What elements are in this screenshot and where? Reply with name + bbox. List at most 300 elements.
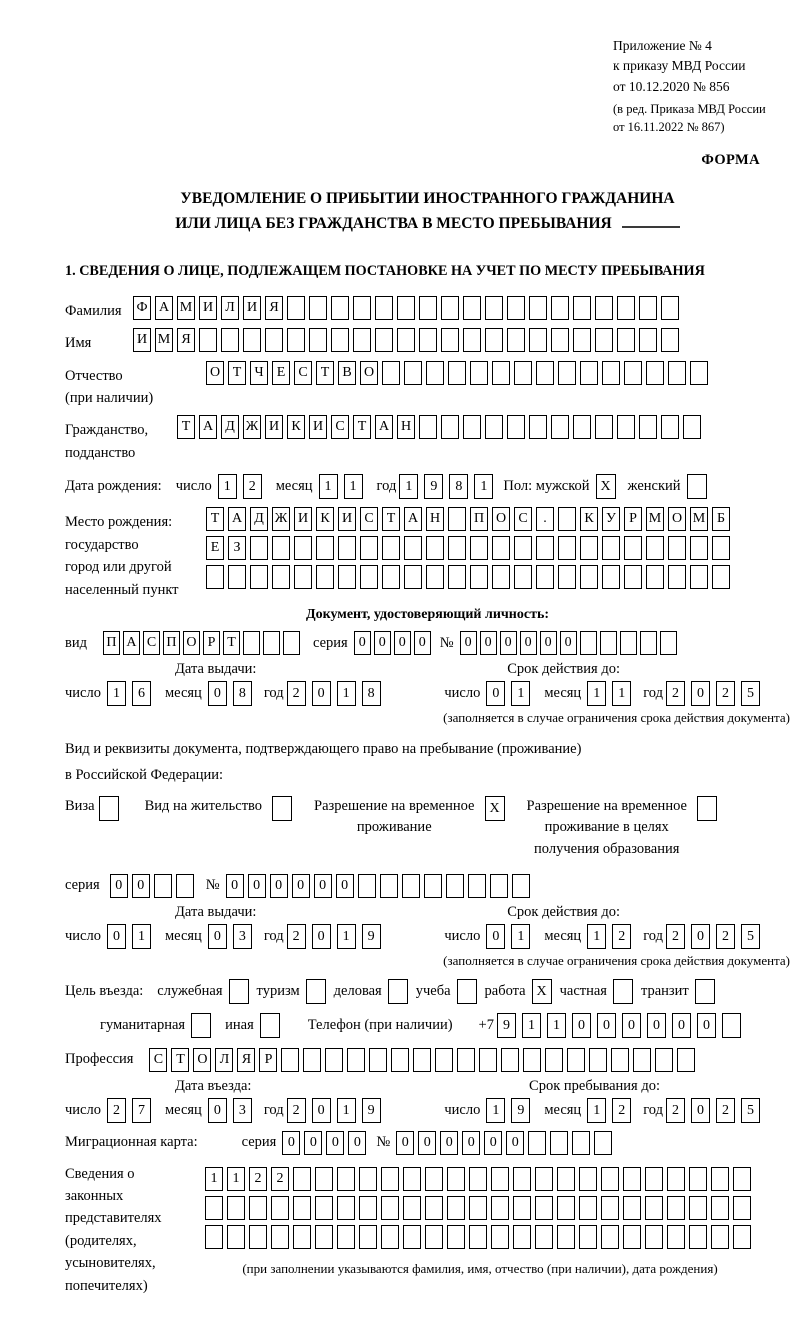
char-cell: А: [404, 507, 422, 531]
char-cell: 2: [666, 681, 685, 706]
char-cell: Б: [712, 507, 730, 531]
char-cell: [353, 328, 371, 352]
resid-series-label: серия: [65, 877, 100, 894]
patronymic-cells: [206, 361, 712, 385]
char-cell: [448, 507, 466, 531]
surname-cells: [133, 296, 683, 320]
char-cell: Ж: [243, 415, 261, 439]
char-cell: 2: [243, 474, 262, 499]
purpose-humanitarian-label: гуманитарная: [100, 1016, 186, 1033]
char-cell: 1: [547, 1013, 566, 1038]
char-cell: [249, 1196, 267, 1220]
char-cell: 0: [484, 1131, 502, 1155]
char-cell: [425, 1196, 443, 1220]
char-cell: [567, 1048, 585, 1072]
char-cell: [419, 296, 437, 320]
char-cell: 2: [716, 681, 735, 706]
char-cell: 1: [587, 681, 606, 706]
char-cell: [397, 296, 415, 320]
char-cell: [551, 415, 569, 439]
char-cell: [640, 631, 657, 655]
char-cell: [441, 415, 459, 439]
char-cell: 5: [741, 924, 760, 949]
char-cell: [359, 1225, 377, 1249]
char-cell: [470, 536, 488, 560]
char-cell: [589, 1048, 607, 1072]
char-cell: А: [375, 415, 393, 439]
char-cell: [272, 536, 290, 560]
resid-issue-heading: Дата выдачи:: [175, 903, 257, 920]
char-cell: [294, 536, 312, 560]
char-cell: 0: [462, 1131, 480, 1155]
char-cell: [617, 296, 635, 320]
purpose-transit-checkbox: [695, 979, 715, 1004]
char-cell: [397, 328, 415, 352]
char-cell: [359, 1196, 377, 1220]
char-cell: Т: [316, 361, 334, 385]
char-cell: [447, 1167, 465, 1191]
char-cell: [513, 1225, 531, 1249]
char-cell: [353, 296, 371, 320]
char-cell: Л: [215, 1048, 233, 1072]
char-cell: [722, 1013, 741, 1038]
char-cell: [426, 361, 444, 385]
char-cell: [645, 1167, 663, 1191]
char-cell: [338, 536, 356, 560]
char-cell: [645, 1196, 663, 1220]
migration-series-cells: [282, 1131, 370, 1155]
id-doc-valid-heading: Срок действия до:: [507, 661, 620, 678]
char-cell: О: [668, 507, 686, 531]
char-cell: [403, 1196, 421, 1220]
patronymic-row: [65, 361, 790, 410]
resid-valid-day-cells: [486, 924, 536, 949]
char-cell: [617, 328, 635, 352]
char-cell: [470, 361, 488, 385]
char-cell: [646, 565, 664, 589]
char-cell: [661, 296, 679, 320]
char-cell: П: [103, 631, 120, 655]
char-cell: 0: [500, 631, 517, 655]
char-cell: 0: [691, 924, 710, 949]
option-residence-permit: Вид на жительство: [145, 796, 292, 821]
char-cell: 3: [233, 924, 252, 949]
purpose-other-label: иная: [225, 1016, 254, 1033]
char-cell: [580, 631, 597, 655]
id-doc-type-label: вид: [65, 634, 87, 651]
char-cell: [711, 1167, 729, 1191]
temp-residence-checkbox: X: [485, 796, 505, 821]
char-cell: Ж: [272, 507, 290, 531]
form-title: [65, 187, 790, 237]
stay-day-cells: [486, 1098, 536, 1123]
option-temp-residence: Разрешение на временное проживание X: [314, 796, 504, 838]
char-cell: [733, 1167, 751, 1191]
char-cell: Р: [259, 1048, 277, 1072]
char-cell: [490, 874, 508, 898]
purpose-work-checkbox: X: [532, 979, 552, 1004]
char-cell: [668, 361, 686, 385]
char-cell: 9: [362, 924, 381, 949]
gender-male-checkbox: X: [596, 474, 616, 499]
resid-issue-date: число 0 1 месяц 0 3 год 2 0 1 9: [65, 924, 387, 949]
char-cell: [491, 1167, 509, 1191]
char-cell: 0: [110, 874, 128, 898]
resid-valid-heading: Срок действия до:: [507, 903, 620, 920]
char-cell: Д: [250, 507, 268, 531]
char-cell: С: [143, 631, 160, 655]
char-cell: 1: [344, 474, 363, 499]
id-doc-valid-month-cells: [587, 681, 637, 706]
char-cell: [529, 415, 547, 439]
char-cell: [513, 1167, 531, 1191]
char-cell: 0: [282, 1131, 300, 1155]
id-doc-valid-date: число 0 1 месяц 1 1 год 2 0 2 5: [444, 681, 766, 706]
char-cell: [227, 1225, 245, 1249]
residence-permit-checkbox: [272, 796, 292, 821]
char-cell: [382, 536, 400, 560]
char-cell: 1: [399, 474, 418, 499]
firstname-row: [65, 328, 790, 354]
char-cell: [513, 1196, 531, 1220]
birth-place-label: Место рождения: государство город или другой населенный пункт: [65, 514, 179, 598]
char-cell: 9: [424, 474, 443, 499]
char-cell: [633, 1048, 651, 1072]
char-cell: [711, 1196, 729, 1220]
char-cell: [413, 1048, 431, 1072]
char-cell: [514, 536, 532, 560]
char-cell: [624, 565, 642, 589]
char-cell: [463, 296, 481, 320]
char-cell: С: [514, 507, 532, 531]
char-cell: [441, 296, 459, 320]
char-cell: 0: [572, 1013, 591, 1038]
resid-valid-year-cells: [666, 924, 766, 949]
char-cell: [580, 565, 598, 589]
char-cell: [293, 1167, 311, 1191]
id-doc-type-cells: [103, 631, 303, 655]
char-cell: 0: [226, 874, 244, 898]
char-cell: 0: [540, 631, 557, 655]
char-cell: [492, 361, 510, 385]
char-cell: [243, 631, 260, 655]
legal-reps-cells: [205, 1163, 755, 1277]
resid-issue-month-cells: [208, 924, 258, 949]
stay-until-heading: Срок пребывания до:: [529, 1077, 660, 1094]
header-line: от 10.12.2020 № 856: [613, 78, 730, 94]
char-cell: [381, 1196, 399, 1220]
char-cell: Т: [228, 361, 246, 385]
char-cell: [426, 536, 444, 560]
char-cell: [391, 1048, 409, 1072]
char-cell: 1: [474, 474, 493, 499]
char-cell: Т: [353, 415, 371, 439]
char-cell: [331, 328, 349, 352]
birth-date-row: [65, 474, 790, 499]
legal-reps-cells-row2: [205, 1196, 755, 1220]
char-cell: [595, 328, 613, 352]
stay-year-cells: [666, 1098, 766, 1123]
char-cell: [419, 328, 437, 352]
char-cell: Т: [206, 507, 224, 531]
char-cell: [426, 565, 444, 589]
char-cell: [594, 1131, 612, 1155]
char-cell: [580, 536, 598, 560]
char-cell: М: [690, 507, 708, 531]
char-cell: [491, 1225, 509, 1249]
char-cell: [315, 1225, 333, 1249]
char-cell: С: [294, 361, 312, 385]
char-cell: 0: [697, 1013, 716, 1038]
char-cell: [551, 328, 569, 352]
id-doc-issue-month-cells: [208, 681, 258, 706]
char-cell: [457, 1048, 475, 1072]
char-cell: [382, 565, 400, 589]
char-cell: [601, 1196, 619, 1220]
char-cell: 2: [287, 1098, 306, 1123]
char-cell: 1: [337, 924, 356, 949]
char-cell: 0: [312, 1098, 331, 1123]
char-cell: [733, 1225, 751, 1249]
char-cell: [358, 874, 376, 898]
purpose-tourism-label: туризм: [256, 982, 300, 999]
char-cell: А: [228, 507, 246, 531]
char-cell: Е: [272, 361, 290, 385]
char-cell: [468, 874, 486, 898]
char-cell: [624, 361, 642, 385]
char-cell: [316, 565, 334, 589]
char-cell: 1: [132, 924, 151, 949]
char-cell: О: [183, 631, 200, 655]
char-cell: 0: [326, 1131, 344, 1155]
char-cell: 0: [560, 631, 577, 655]
char-cell: Р: [203, 631, 220, 655]
char-cell: 1: [587, 1098, 606, 1123]
char-cell: [492, 565, 510, 589]
char-cell: [249, 1225, 267, 1249]
id-doc-row: [65, 631, 790, 655]
purpose-other-checkbox: [260, 1013, 280, 1038]
char-cell: М: [155, 328, 173, 352]
char-cell: 1: [522, 1013, 541, 1038]
header-line: к приказу МВД России: [613, 58, 746, 74]
char-cell: Р: [624, 507, 642, 531]
char-cell: [287, 296, 305, 320]
char-cell: И: [338, 507, 356, 531]
char-cell: [601, 1167, 619, 1191]
purpose-study-label: учеба: [415, 982, 451, 999]
char-cell: [359, 1167, 377, 1191]
char-cell: [250, 565, 268, 589]
char-cell: 0: [314, 874, 332, 898]
surname-label: Фамилия: [65, 302, 122, 319]
citizenship-cells: [177, 415, 705, 439]
char-cell: 0: [520, 631, 537, 655]
char-cell: [337, 1225, 355, 1249]
char-cell: [507, 296, 525, 320]
char-cell: [447, 1196, 465, 1220]
char-cell: [595, 415, 613, 439]
purpose-business-checkbox: [388, 979, 408, 1004]
char-cell: [646, 536, 664, 560]
id-doc-series-label: серия: [312, 634, 348, 651]
citizenship-label: Гражданство, подданство: [65, 422, 149, 461]
char-cell: 0: [647, 1013, 666, 1038]
char-cell: 0: [414, 631, 431, 655]
char-cell: [404, 565, 422, 589]
char-cell: 2: [249, 1167, 267, 1191]
char-cell: [448, 361, 466, 385]
id-doc-heading: Документ, удостоверяющий личность:: [305, 607, 550, 623]
char-cell: 2: [666, 924, 685, 949]
char-cell: [683, 415, 701, 439]
resid-issue-year-cells: [287, 924, 387, 949]
char-cell: Я: [177, 328, 195, 352]
char-cell: 8: [449, 474, 468, 499]
char-cell: 1: [218, 474, 237, 499]
char-cell: [600, 631, 617, 655]
birth-place-row: [65, 507, 790, 601]
id-doc-number-cells: [460, 631, 680, 655]
char-cell: 0: [304, 1131, 322, 1155]
blank-underline: [622, 213, 680, 228]
char-cell: [205, 1225, 223, 1249]
char-cell: 1: [612, 681, 631, 706]
firstname-cells: [133, 328, 683, 352]
char-cell: [221, 328, 239, 352]
char-cell: [446, 874, 464, 898]
char-cell: 1: [319, 474, 338, 499]
char-cell: [338, 565, 356, 589]
char-cell: [512, 874, 530, 898]
char-cell: [382, 361, 400, 385]
char-cell: 5: [741, 681, 760, 706]
purpose-row2: [100, 1013, 790, 1038]
char-cell: .: [536, 507, 554, 531]
char-cell: [623, 1167, 641, 1191]
char-cell: 2: [612, 1098, 631, 1123]
char-cell: [690, 536, 708, 560]
surname-row: [65, 296, 790, 322]
purpose-official-checkbox: [229, 979, 249, 1004]
char-cell: Я: [237, 1048, 255, 1072]
char-cell: [403, 1167, 421, 1191]
char-cell: [646, 361, 664, 385]
entry-date: число 2 7 месяц 0 3 год 2 0 1 9: [65, 1098, 387, 1123]
char-cell: Д: [221, 415, 239, 439]
char-cell: [316, 536, 334, 560]
form-title-line1: УВЕДОМЛЕНИЕ О ПРИБЫТИИ ИНОСТРАННОГО ГРАЖДАНИНА: [180, 190, 675, 207]
char-cell: Т: [171, 1048, 189, 1072]
purpose-official-label: служебная: [157, 982, 223, 999]
char-cell: П: [470, 507, 488, 531]
birth-year-cells: [399, 474, 499, 499]
char-cell: [623, 1196, 641, 1220]
purpose-tourism-checkbox: [306, 979, 326, 1004]
legal-reps-cells-row1: [205, 1167, 755, 1191]
char-cell: [620, 631, 637, 655]
char-cell: [315, 1196, 333, 1220]
char-cell: [283, 631, 300, 655]
char-cell: 1: [205, 1167, 223, 1191]
char-cell: 2: [271, 1167, 289, 1191]
birth-place-cells: [206, 507, 734, 594]
migration-card-row: [65, 1131, 790, 1155]
char-cell: К: [287, 415, 305, 439]
char-cell: [463, 328, 481, 352]
migration-number-label: №: [376, 1134, 391, 1151]
purpose-transit-label: транзит: [640, 982, 689, 999]
char-cell: 0: [486, 924, 505, 949]
char-cell: 9: [511, 1098, 530, 1123]
entry-year-cells: [287, 1098, 387, 1123]
char-cell: Н: [426, 507, 444, 531]
char-cell: [536, 536, 554, 560]
birth-date-label: Дата рождения:: [65, 478, 162, 495]
char-cell: [535, 1167, 553, 1191]
char-cell: 0: [672, 1013, 691, 1038]
char-cell: [271, 1225, 289, 1249]
char-cell: [514, 565, 532, 589]
char-cell: [381, 1167, 399, 1191]
char-cell: О: [193, 1048, 211, 1072]
char-cell: [689, 1225, 707, 1249]
char-cell: 3: [233, 1098, 252, 1123]
char-cell: К: [580, 507, 598, 531]
option-visa: Виза: [65, 796, 119, 821]
char-cell: А: [123, 631, 140, 655]
char-cell: С: [149, 1048, 167, 1072]
char-cell: [228, 565, 246, 589]
char-cell: И: [133, 328, 151, 352]
birth-day-group: число 1 2: [176, 474, 268, 499]
gender-female-checkbox: [687, 474, 707, 499]
phone-label: Телефон (при наличии): [307, 1016, 453, 1033]
char-cell: [265, 328, 283, 352]
char-cell: [536, 565, 554, 589]
char-cell: [551, 296, 569, 320]
char-cell: [558, 361, 576, 385]
legal-reps-note: (при заполнении указываются фамилия, имя, отчество (при наличии), дата рождения): [242, 1260, 718, 1276]
char-cell: [572, 1131, 590, 1155]
char-cell: 9: [497, 1013, 516, 1038]
char-cell: [689, 1167, 707, 1191]
char-cell: [469, 1225, 487, 1249]
char-cell: 0: [486, 681, 505, 706]
id-doc-issue-heading: Дата выдачи:: [175, 661, 257, 678]
char-cell: [325, 1048, 343, 1072]
char-cell: [404, 536, 422, 560]
firstname-label: Имя: [65, 335, 92, 352]
id-doc-note: (заполняется в случае ограничения срока действия документа): [443, 710, 790, 726]
char-cell: [602, 361, 620, 385]
char-cell: [558, 565, 576, 589]
char-cell: [154, 874, 172, 898]
char-cell: [690, 565, 708, 589]
char-cell: [667, 1196, 685, 1220]
char-cell: [579, 1225, 597, 1249]
char-cell: [536, 361, 554, 385]
char-cell: [661, 328, 679, 352]
resid-issue-day-cells: [107, 924, 157, 949]
char-cell: Е: [206, 536, 224, 560]
char-cell: [250, 536, 268, 560]
char-cell: 0: [418, 1131, 436, 1155]
purpose-label: Цель въезда:: [65, 982, 144, 999]
char-cell: [281, 1048, 299, 1072]
profession-row: [65, 1048, 790, 1072]
char-cell: 5: [741, 1098, 760, 1123]
